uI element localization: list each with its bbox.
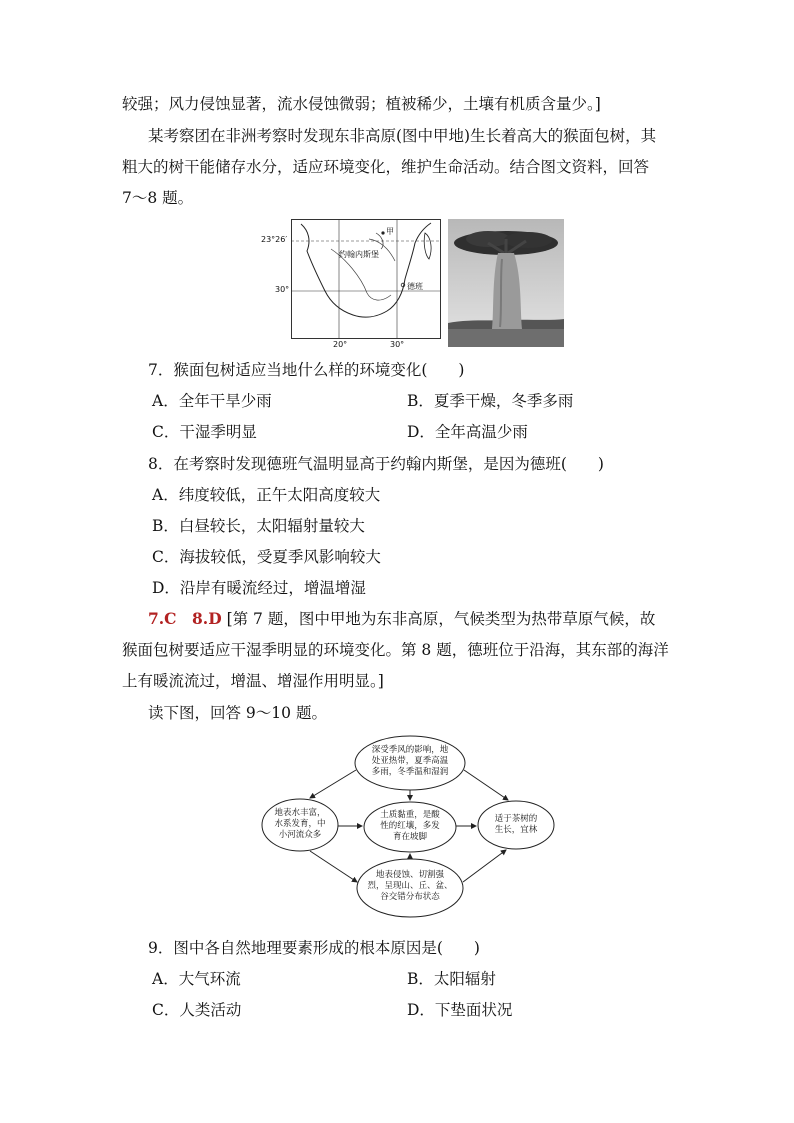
node-landform-line: 谷交错分布状态 — [380, 892, 440, 902]
q7-option-d: D．全年高温少雨 — [407, 423, 528, 441]
node-hydrology-line: 小河流众多 — [278, 830, 322, 840]
node-soil — [368, 810, 452, 843]
intro-910: 读下图，回答 9～10 题。 — [148, 704, 327, 722]
node-climate-line: 深受季风的影响，地 — [371, 745, 449, 755]
answer-key-78: 7.C 8.D — [148, 609, 222, 628]
q9-option-a: A．大气环流 — [152, 970, 241, 988]
node-vegetation-line: 生长，宜林 — [494, 825, 538, 835]
node-vegetation-line: 适于茶树的 — [494, 814, 538, 824]
answer-78-text: [第 7 题，图中甲地为东非高原，气候类型为热带草原气候，故 — [226, 610, 656, 628]
node-hydrology — [264, 808, 336, 841]
node-landform-line: 地表侵蚀、切割强 — [375, 870, 444, 880]
text-line-4: 7～8 题。 — [122, 189, 194, 207]
jia-label: 甲 — [386, 227, 394, 236]
q8-option-a: A．纬度较低，正午太阳高度较大 — [152, 486, 381, 504]
lon-label-1: 20° — [333, 340, 348, 349]
node-climate-line: 多雨，冬季温和湿润 — [371, 767, 449, 777]
node-soil-line: 育在坡脚 — [392, 832, 427, 842]
node-climate-line: 处亚热带，夏季高温 — [371, 756, 449, 766]
node-climate — [360, 745, 460, 778]
node-vegetation — [482, 814, 550, 836]
lat-label-2: 30° — [275, 285, 290, 294]
node-hydrology-line: 水系发育，中 — [274, 819, 326, 829]
q7-option-a: A．全年干旱少雨 — [152, 392, 272, 410]
q7-option-c: C．干湿季明显 — [152, 423, 257, 441]
q8-option-b: B．白昼较长，太阳辐射量较大 — [152, 517, 365, 535]
lat-label-1: 23°26′ — [261, 235, 288, 244]
text-line-3: 粗大的树干能储存水分，适应环境变化，维护生命活动。结合图文资料，回答 — [122, 158, 650, 176]
q9-option-b: B．太阳辐射 — [407, 970, 496, 988]
node-landform — [360, 870, 460, 903]
q9-stem: 9．图中各自然地理要素形成的根本原因是( ) — [148, 939, 480, 957]
q9-option-d: D．下垫面状况 — [407, 1001, 513, 1019]
answer-78-line1 — [148, 608, 655, 630]
q8-option-c: C．海拔较低，受夏季风影响较大 — [152, 548, 381, 566]
q8-stem: 8．在考察时发现德班气温明显高于约翰内斯堡，是因为德班( ) — [148, 455, 604, 473]
node-hydrology-line: 地表水丰富， — [274, 808, 326, 818]
africa-south-map — [261, 219, 441, 349]
node-soil-line: 土质黏重，是酸 — [380, 810, 440, 820]
johannesburg-label: 约翰内斯堡 — [339, 250, 379, 259]
geo-elements-diagram — [260, 730, 560, 922]
text-line-1: 较强；风力侵蚀显著，流水侵蚀微弱；植被稀少，土壤有机质含量少。] — [122, 95, 601, 113]
text-line-2: 某考察团在非洲考察时发现东非高原(图中甲地)生长着高大的猴面包树，其 — [148, 127, 657, 145]
q7-stem: 7．猴面包树适应当地什么样的环境变化( ) — [148, 361, 465, 379]
q9-option-c: C．人类活动 — [152, 1001, 242, 1019]
q8-option-d: D．沿岸有暖流经过，增温增湿 — [152, 579, 366, 597]
baobab-photo — [448, 219, 564, 347]
answer-78-line3: 上有暖流流过，增温、增湿作用明显。] — [122, 672, 384, 690]
lon-label-2: 30° — [390, 340, 405, 349]
node-soil-line: 性的红壤，多发 — [380, 821, 440, 831]
node-landform-line: 烈，呈现山、丘、盆、 — [367, 881, 453, 891]
answer-78-line2: 猴面包树要适应干湿季明显的环境变化。第 8 题，德班位于沿海，其东部的海洋 — [122, 641, 669, 659]
q7-option-b: B．夏季干燥，冬季多雨 — [407, 392, 574, 410]
durban-label: 德班 — [407, 282, 423, 291]
